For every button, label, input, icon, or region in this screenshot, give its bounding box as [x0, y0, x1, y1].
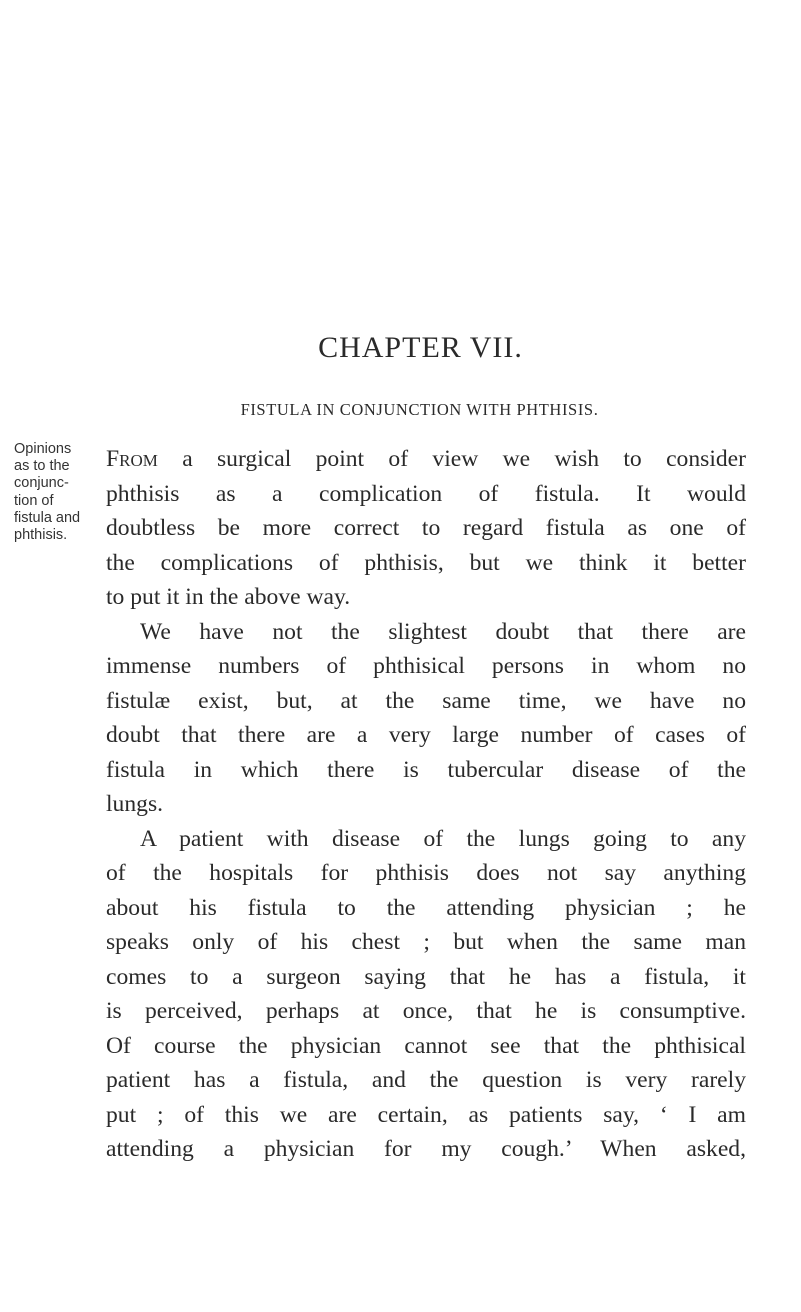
text-line: From a surgical point of view we wish to consider — [106, 446, 746, 472]
body-text — [106, 442, 746, 1167]
paragraph — [106, 615, 746, 822]
text-line: doubt that there are a very large number of cases of — [106, 722, 746, 748]
text-line: We have not the slightest doubt that there are — [140, 618, 746, 645]
text-line: speaks only of his chest ; but when the same man — [106, 929, 746, 955]
margin-note-line: fistula and — [14, 509, 81, 526]
text-line: put ; of this we are certain, as patients say, ‘ I am — [106, 1101, 746, 1128]
margin-note-line: as to the — [14, 458, 70, 475]
section-title: FISTULA IN CONJUNCTION WITH PHTHISIS. — [240, 400, 599, 419]
text-line: immense numbers of phthisical persons in whom no — [106, 653, 746, 679]
text-line: of the hospitals for phthisis does not say anything — [106, 860, 746, 886]
text-line: attending a physician for my cough.’ When asked, — [106, 1136, 746, 1162]
text-line: fistulæ exist, but, at the same time, we have no — [106, 687, 746, 714]
margin-note-line: conjunc- — [14, 475, 69, 492]
margin-note-line: Opinions — [14, 441, 72, 457]
paragraph — [106, 442, 746, 615]
chapter-title: CHAPTER VII. — [318, 331, 523, 364]
text-line: the complications of phthisis, but we think it better — [106, 549, 746, 576]
margin-note — [14, 441, 94, 544]
margin-note-line: tion of — [14, 492, 54, 509]
paragraph — [106, 822, 746, 1167]
text-line: comes to a surgeon saying that he has a fistula, it — [106, 963, 746, 990]
text-line: about his fistula to the attending physician ; he — [106, 894, 746, 921]
margin-note-line: phthisis. — [14, 527, 68, 544]
drop-word: From — [106, 446, 158, 472]
text-line: phthisis as a complication of fistula. It would — [106, 480, 746, 507]
text-line: A patient with disease of the lungs going to any — [140, 825, 746, 852]
text-line: to put it in the above way. — [106, 584, 351, 610]
text-line: lungs. — [106, 791, 164, 817]
text-line: patient has a fistula, and the question is very rarely — [106, 1067, 746, 1093]
text-line: fistula in which there is tubercular disease of the — [106, 756, 746, 783]
text-line: Of course the physician cannot see that the phthisical — [106, 1032, 746, 1059]
text-line: is perceived, perhaps at once, that he is consumptive. — [106, 998, 746, 1024]
text-line: doubtless be more correct to regard fistula as one of — [106, 515, 746, 541]
